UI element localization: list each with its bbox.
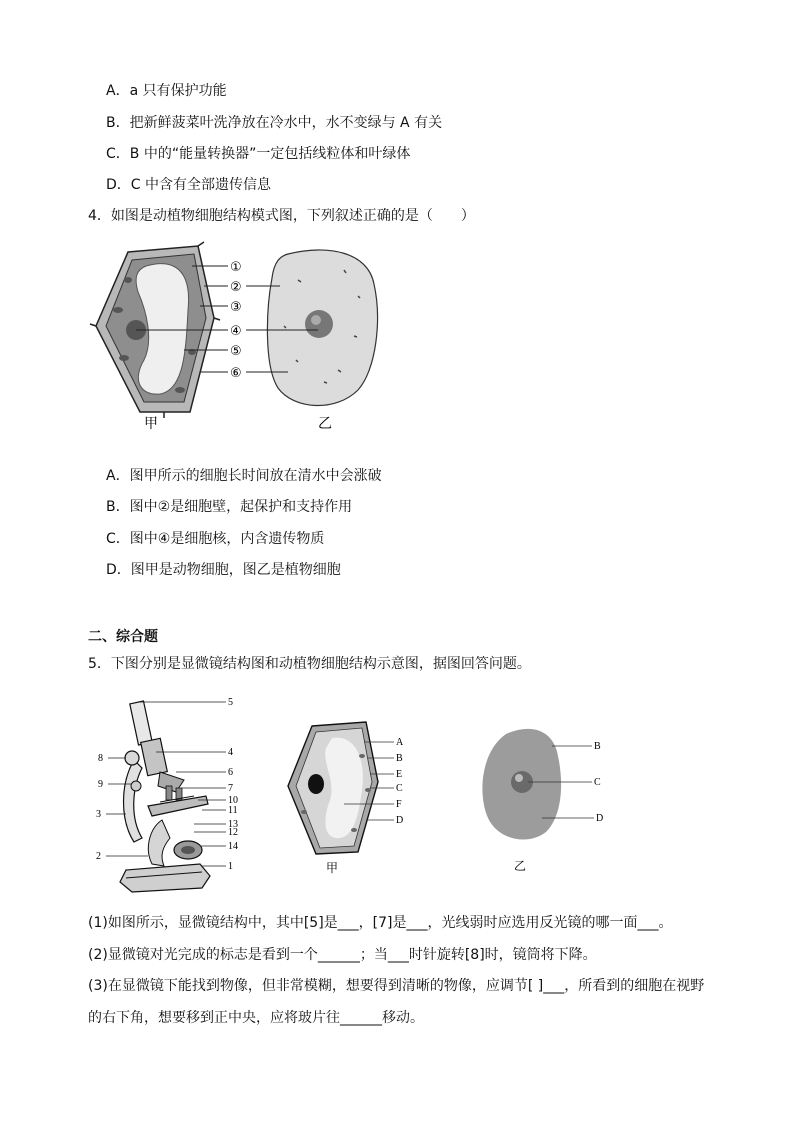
- mic-label-8: 8: [98, 753, 103, 764]
- q3-option-d: D．C 中含有全部遗传信息: [106, 177, 272, 193]
- q5-sub3-line1: (3)在显微镜下能找到物像，但非常模糊，想要得到清晰的物像，应调节[ ]___，所看到的细胞在视野: [88, 978, 705, 994]
- cell-b-caption: 乙: [514, 859, 527, 873]
- q5-sub2: (2)显微镜对光完成的标志是看到一个______；当___时针旋转[8]时，镜筒将下降。: [88, 947, 597, 963]
- animal-cell-figure-q5: [476, 722, 616, 878]
- mic-label-11: 11: [228, 805, 238, 816]
- microscope-diagram: [120, 701, 210, 892]
- cell-b-label-C: C: [594, 777, 601, 788]
- mic-label-3: 3: [96, 809, 101, 820]
- mic-label-12: 12: [228, 827, 238, 838]
- q4-cell-figure: [88, 240, 468, 440]
- section-heading: 二、综合题: [88, 629, 158, 645]
- q5-stem: 5．下图分别是显微镜结构图和动植物细胞结构示意图，据图回答问题。: [88, 656, 531, 672]
- label-5: ⑤: [230, 344, 242, 359]
- cell-a-label-D: D: [396, 815, 404, 826]
- caption-yi: 乙: [318, 416, 332, 432]
- label-1: ①: [230, 260, 242, 275]
- label-2: ②: [230, 280, 242, 295]
- q5-sub1: (1)如图所示，显微镜结构中，其中[5]是___，[7]是___，光线弱时应选用反光镜的哪一面___。: [88, 915, 673, 931]
- q4-question: 4．如图是动植物细胞结构模式图，下列叙述正确的是（ ）: [88, 208, 475, 224]
- cell-a-label-A: A: [396, 737, 404, 748]
- label-6: ⑥: [230, 366, 242, 381]
- q4-option-d: D．图甲是动物细胞，图乙是植物细胞: [106, 562, 341, 578]
- q3-option-a: A．a 只有保护功能: [106, 83, 227, 99]
- cell-b-label-D: D: [596, 813, 604, 824]
- animal-cell-diagram: [267, 250, 377, 406]
- q4-option-a: A．图甲所示的细胞长时间放在清水中会涨破: [106, 468, 382, 484]
- mic-label-6: 6: [228, 767, 233, 778]
- mic-label-1: 1: [228, 861, 233, 872]
- mic-label-7: 7: [228, 783, 233, 794]
- cell-a-label-B: B: [396, 753, 403, 764]
- q5-sub3-line2: 的右下角，想要移到正中央，应将玻片往______移动。: [88, 1010, 424, 1026]
- mic-label-9: 9: [98, 779, 103, 790]
- cell-a-caption: 甲: [326, 861, 339, 875]
- mic-label-14: 14: [228, 841, 238, 852]
- animal-cell-diagram-q5: [482, 729, 561, 840]
- microscope-figure: [90, 688, 250, 898]
- q4-option-b: B．图中②是细胞壁，起保护和支持作用: [106, 499, 353, 515]
- mic-label-2: 2: [96, 851, 101, 862]
- label-3: ③: [230, 300, 242, 315]
- cell-a-label-F: F: [396, 799, 402, 810]
- plant-cell-figure-q5: [282, 720, 422, 880]
- mic-label-10: 10: [228, 795, 238, 806]
- caption-jia: 甲: [144, 416, 158, 432]
- mic-label-4: 4: [228, 747, 233, 758]
- cell-a-label-C: C: [396, 783, 403, 794]
- cell-b-label-B: B: [594, 741, 601, 752]
- q3-option-b: B．把新鲜菠菜叶洗净放在冷水中，水不变绿与 A 有关: [106, 115, 443, 131]
- cell-a-label-E: E: [396, 769, 403, 780]
- label-4: ④: [230, 324, 242, 339]
- q3-option-c: C．B 中的“能量转换器”一定包括线粒体和叶绿体: [106, 146, 411, 162]
- q4-option-c: C．图中④是细胞核，内含遗传物质: [106, 531, 325, 547]
- mic-label-13: 13: [228, 819, 238, 830]
- mic-label-5: 5: [228, 697, 233, 708]
